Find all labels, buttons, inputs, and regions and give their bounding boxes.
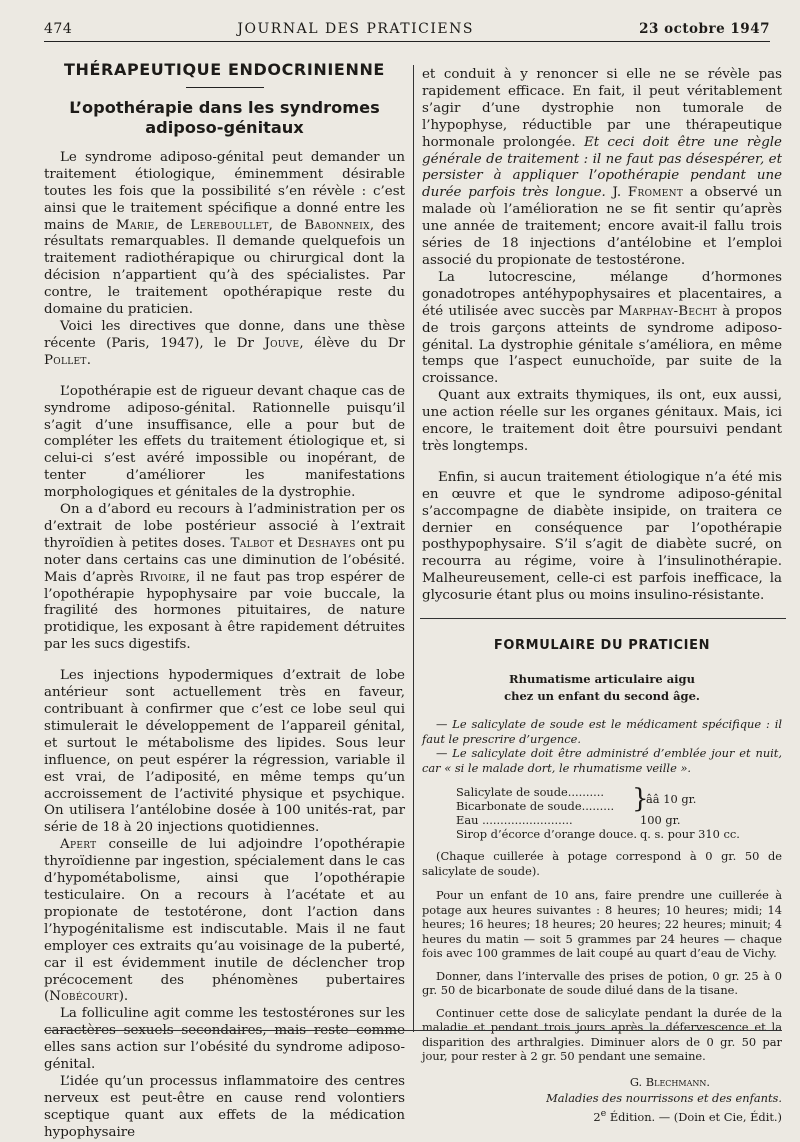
- paragraph: Le syndrome adiposo-génital peut demander un traitement étiologique, éminemment désirable toutes les fois que la possibilité s’en révèle : c’est ainsi que le traitement spécifique a donné entre les mains de Marie, de Lereboullet, de Babonneix, des résultats remarquables. Il demande quelquefois un traitement radiothérapique ou chirurgical dont la décision n’appartient qu’à des spécialistes. Par contre, le traitement opothérapique reste du domaine du praticien.: [44, 149, 405, 318]
- page-header: [44, 14, 770, 42]
- column-divider: [413, 65, 414, 1032]
- paragraph: Continuer cette dose de salicylate pendant la durée de la maladie et pendant trois jours après la défervescence et la disparition des arthralgies. Diminuer alors de 0 gr. 50 par jour, pour rester à 2 gr. 50 pendant une semaine.: [422, 1005, 782, 1063]
- title-rule: [186, 87, 264, 88]
- recipe-row: Sirop d’écorce d’orange douce. q. s. pour 310 cc.: [456, 827, 740, 841]
- formulaire-body: [422, 717, 782, 1124]
- paragraph: L’idée qu’un processus inflammatoire des centres nerveux est peut-être en cause rend volontiers sceptique quant aux effets de la médication hypophysaire: [44, 1073, 405, 1140]
- ingredient: Bicarbonate de soude.........: [456, 799, 615, 813]
- page-number: 474: [44, 21, 73, 37]
- paragraph: La lutocrescine, mélange d’hormones gonadotropes antéhypophysaires et placentaires, a été utilisée avec succès par Marphay-Becht à propos de trois garçons atteints de syndrome adiposo-génital. La dystrophie génitale s’améliora, en même temps que l’aspect eunuchoïde, par suite de la croissance.: [422, 269, 782, 387]
- paragraph: La folliculine agit comme les testostérones sur les caractères sexuels secondaires, mais reste comme elles sans action sur l’obésité du syndrome adiposo-génital.: [44, 1006, 405, 1073]
- note: — Le salicylate de soude est le médicament spécifique : il faut le prescrire d’urgence.: [422, 717, 782, 746]
- bottom-rule: [44, 1030, 782, 1031]
- author: G. Blechmann.: [629, 1074, 710, 1089]
- paragraph: (Chaque cuillerée à potage correspond à 0 gr. 50 de salicylate de soude).: [422, 849, 782, 878]
- paragraph: L’opothérapie est de rigueur devant chaque cas de syndrome adiposo-génital. Rationnelle puisqu’il s’agit d’une insuffisance, elle a pour but de compléter les effets du traitement étiologique et, si celui-ci s’est avéré impossible ou inopérant, de tenter d’améliorer les manifestations morphologiques et génitales de la dystrophie.: [44, 383, 405, 501]
- paragraph: Pour un enfant de 10 ans, faire prendre une cuillerée à potage aux heures suivantes : 8 heures; 10 heures; midi; 14 heures; 16 heures; 18 heures; 20 heures; 22 heures; minuit; 4 heures du matin — soit 5 grammes par 24 heures — chaque fois avec 100 grammes de lait coupé au quart d’eau de Vichy.: [422, 888, 782, 960]
- paragraph: et conduit à y renoncer si elle ne se révèle pas rapidement efficace. En fait, il peut véritablement s’agir d’une dystrophie non tumorale de l’hypophyse, réductible par une thérapeutique hormonale prolongée. Et ceci doit être une règle générale de traitement : il ne faut pas désespérer, et persister à appliquer l’opothérapie pendant une durée parfois très longue. J. Froment a observé un malade où l’amélioration ne se fit sentir qu’après une année de traitement; encore avait-il fallu trois séries de 18 injections d’antélobine et l’emploi associé du propionate de testostérone.: [422, 67, 782, 268]
- brace-icon: }: [632, 784, 649, 814]
- paragraph: Les injections hypodermiques d’extrait de lobe antérieur sont actuellement très en faveur, contribuant à confirmer que c’est ce lobe seul qui stimulerait le développement de l’appareil génital, et surtout le métabolisme des lipides. Sous leur influence, on peut espérer la régression, variable il est vrai, de l’adiposité, en même temps qu’un accroissement de l’activité physique et psychique. On utilisera l’antélobine dosée à 100 unités-rat, par série de 18 à 20 injections quotidiennes.: [44, 668, 405, 836]
- recipe-row: Eau ......................... 100 gr.: [456, 813, 681, 827]
- issue-date: 23 octobre 1947: [639, 21, 770, 37]
- dose: ââ 10 gr.: [646, 792, 697, 806]
- right-column: [422, 67, 782, 1124]
- paragraph: On a d’abord eu recours à l’administration per os d’extrait de lobe postérieur associé à l’extrait thyroïdien à petites doses. Talbot et Deshayes ont pu noter dans certains cas une diminution de l’obésité. Mais d’après Rivoire, il ne faut pas trop espérer de l’opothérapie hypophysaire par voie buccale, la fragilité des hormones pituitaires, de nature protidique, les exposant à être rapidement détruites par les sucs digestifs.: [44, 502, 405, 653]
- formulaire-title: FORMULAIRE DU PRATICIEN: [493, 638, 711, 654]
- recipe: [456, 785, 782, 841]
- paragraph: Donner, dans l’intervalle des prises de potion, 0 gr. 25 à 0 gr. 50 de bicarbonate de soude dilué dans de la tisane.: [422, 968, 782, 997]
- formulaire-subtitle: Rhumatisme articulaire aigu chez un enfant du second âge.: [504, 672, 700, 703]
- paragraph: Enfin, si aucun traitement étiologique n’a été mis en œuvre et que le syndrome adiposo-génital s’accompagne de diabète insipide, on traitera ce dernier en conséquence par l’opothérapie posthypophysaire. S’il s’agit de diabète sucré, on recourra au régime, voire à l’insulinothérapie. Malheureusement, celle-ci est parfois inefficace, la glycosurie étant plus ou moins insulino-résistante.: [422, 469, 782, 604]
- edition: 2e Édition. — (Doin et Cie, Édit.): [593, 1107, 782, 1124]
- article-title: L’opothérapie dans les syndromes adiposo-génitaux: [69, 97, 380, 137]
- signature-block: [422, 1074, 782, 1125]
- paragraph: Quant aux extraits thymiques, ils ont, eux aussi, une action réelle sur les organes génitaux. Mais, ici encore, le traitement doit être poursuivi pendant très longtemps.: [422, 388, 782, 454]
- left-column: [44, 62, 405, 1142]
- journal-title: JOURNAL DES PRATICIENS: [237, 21, 474, 37]
- paragraph: Apert conseille de lui adjoindre l’opothérapie thyroïdienne par ingestion, spécialement dans le cas d’hypométabolisme, ainsi que l’opothérapie testiculaire. On a recours à l’acétate et au propionate de testotérone, dont l’action dans l’hypogénitalisme est indiscutable. Mais il ne faut employer ces extraits qu’au voisinage de la puberté, car il est évidemment inutile de déclencher trop précocement des phénomènes pubertaires (Nobécourt).: [44, 837, 405, 1005]
- recipe-group: [456, 785, 782, 813]
- paragraph: Voici les directives que donne, dans une thèse récente (Paris, 1947), le Dr Jouve, élève du Dr Pollet.: [44, 318, 406, 368]
- source: Maladies des nourrissons et des enfants.: [546, 1090, 782, 1105]
- note: — Le salicylate doit être administré d’emblée jour et nuit, car « si le malade dort, le rhumatisme veille ».: [422, 746, 782, 775]
- section-title: THÉRAPEUTIQUE ENDOCRINIENNE: [64, 60, 385, 79]
- ingredient: Salicylate de soude..........: [456, 785, 605, 799]
- section-rule: [420, 618, 786, 619]
